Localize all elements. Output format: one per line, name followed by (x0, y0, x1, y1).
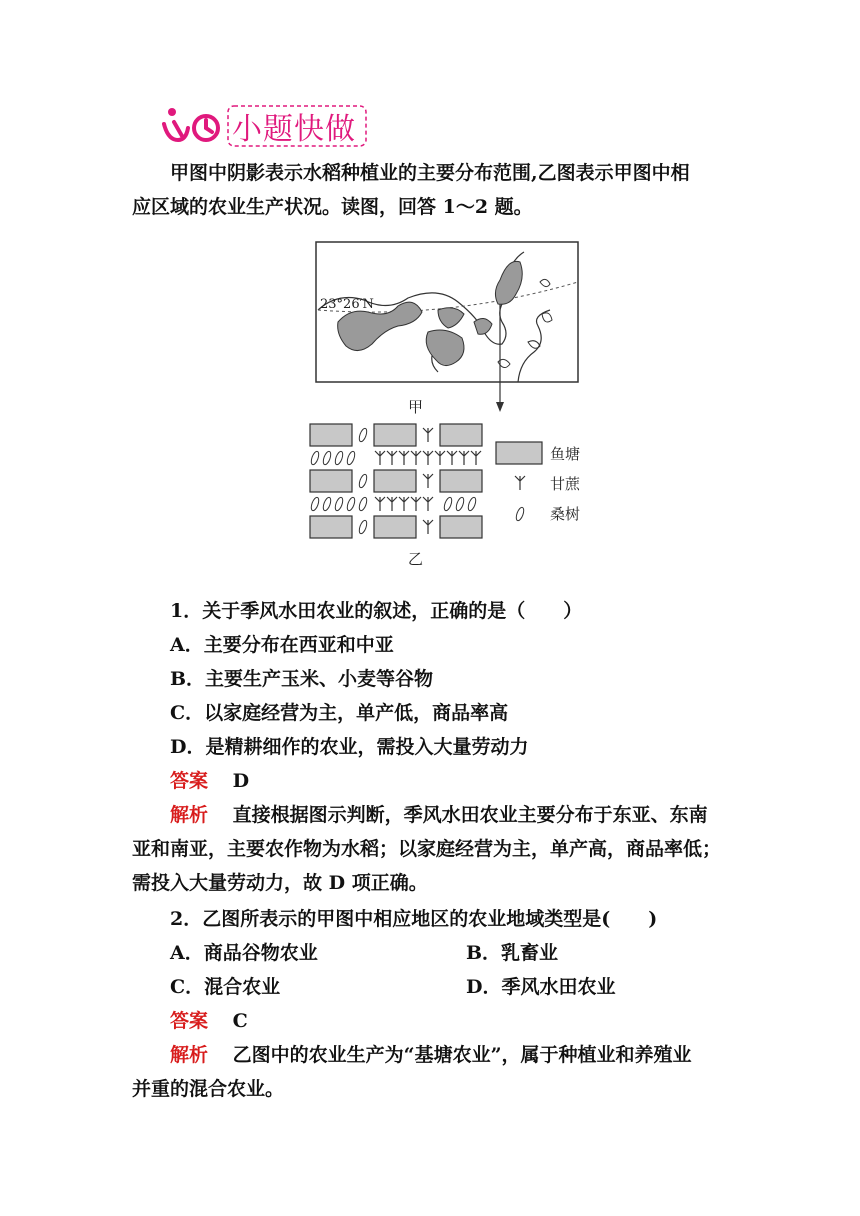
question-2-answer-row (170, 1006, 248, 1033)
question-2-analysis-line-2: 并重的混合农业。 (132, 1078, 285, 1100)
fishpond (310, 424, 352, 446)
reading-person-logo-icon (164, 108, 218, 140)
question-2-option-c: C．混合农业 (170, 976, 281, 998)
question-1-analysis-line-3: 需投入大量劳动力，故 D 项正确。 (132, 872, 428, 894)
analysis-text: 乙图中的农业生产为“基塘农业”，属于种植业和养殖业 (232, 1044, 692, 1066)
fishpond (374, 516, 416, 538)
analysis-text: 直接根据图示判断，季风水田农业主要分布于东亚、东南 (232, 804, 708, 826)
question-2-option-b: B．乳畜业 (466, 942, 559, 964)
map-and-diagram-figure (288, 222, 608, 574)
fishpond-icon (496, 442, 542, 464)
answer-label: 答案 (170, 770, 209, 792)
legend-label-sugarcane: 甘蔗 (550, 475, 581, 493)
question-1-answer-row (170, 766, 249, 793)
section-title: 小题快做 (232, 112, 356, 147)
question-1-option-a: A．主要分布在西亚和中亚 (170, 634, 394, 656)
question-1-option-c: C．以家庭经营为主，单产低，商品率高 (170, 702, 509, 724)
fishpond (374, 470, 416, 492)
fishpond (310, 516, 352, 538)
question-1-option-d: D．是精耕细作的农业，需投入大量劳动力 (170, 736, 529, 758)
answer-label: 答案 (170, 1010, 209, 1032)
fishpond (374, 424, 416, 446)
diagram-label: 乙 (408, 550, 424, 568)
legend-label-mulberry: 桑树 (550, 505, 581, 523)
question-2-option-a: A．商品谷物农业 (170, 942, 318, 964)
legend-label-fishpond: 鱼塘 (550, 445, 581, 463)
question-2-stem: 2．乙图所表示的甲图中相应地区的农业地域类型是( ) (170, 908, 658, 930)
question-2-option-d: D．季风水田农业 (466, 976, 616, 998)
question-1-option-b: B．主要生产玉米、小麦等谷物 (170, 668, 434, 690)
map-label: 甲 (408, 398, 424, 416)
intro-line-2: 应区域的农业生产状况。读图，回答 1～2 题。 (132, 196, 533, 218)
fishpond (440, 470, 482, 492)
question-1-analysis-line-2: 亚和南亚，主要农作物为水稻；以家庭经营为主，单产高，商品率低； (132, 838, 722, 860)
mulberry-icon (515, 506, 525, 521)
analysis-label: 解析 (170, 1044, 209, 1066)
latitude-label: 23°26′N (320, 297, 374, 312)
fishpond (440, 516, 482, 538)
legend (496, 442, 581, 523)
fishpond (440, 424, 482, 446)
pond-dyke-diagram (310, 424, 482, 538)
analysis-label: 解析 (170, 804, 209, 826)
sugarcane-icon (515, 476, 525, 490)
intro-line-1: 甲图中阴影表示水稻种植业的主要分布范围,乙图表示甲图中相 (170, 162, 690, 184)
fishpond (310, 470, 352, 492)
question-2-analysis-row (170, 1040, 692, 1067)
question-1-analysis-row (170, 800, 708, 827)
answer-value: C (232, 1010, 248, 1032)
answer-value: D (232, 770, 250, 792)
question-1-stem: 1．关于季风水田农业的叙述，正确的是（ ） (170, 600, 583, 622)
